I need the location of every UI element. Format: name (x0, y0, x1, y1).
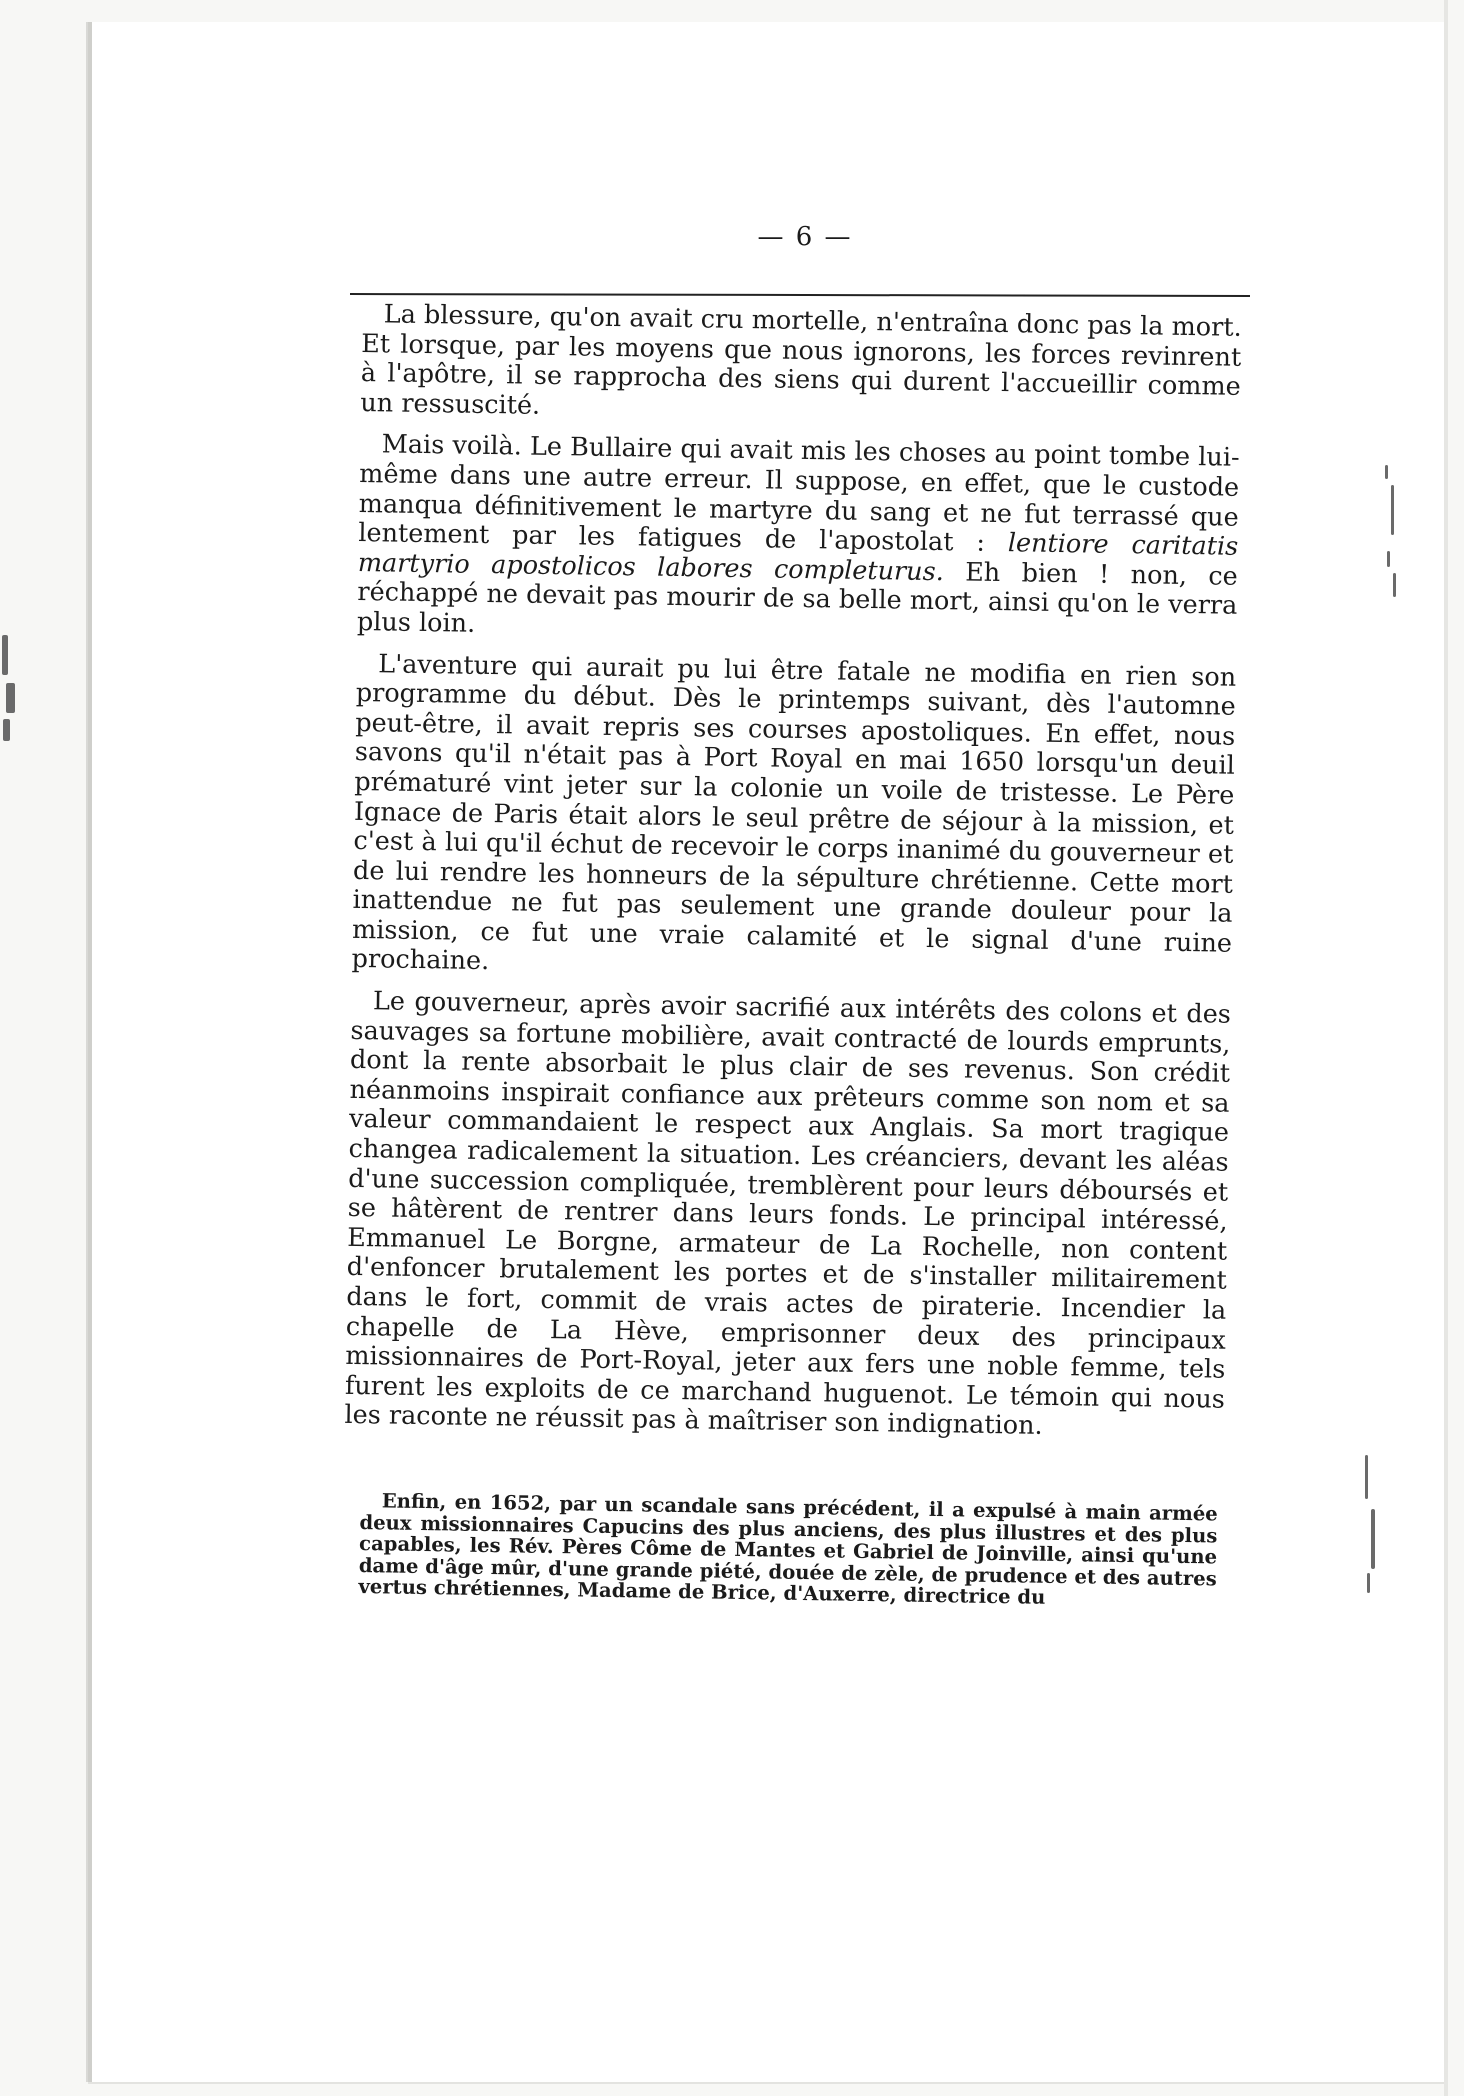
scan-speckle-right-bottom (1365, 1455, 1383, 1595)
scan-speckle-left (0, 635, 18, 745)
paragraph-2-text: Mais voilà. Le Bullaire qui avait mis les choses au point tombe lui-même dans une autre erreur. Il suppose, en effet, que le custode manqua définitivement le martyre du sang et ne fut terrassé que lentement par les fatigues de l'apostolat : (358, 429, 1240, 558)
footnote (358, 1490, 1218, 1611)
footnote-text: Enfin, en 1652, par un scandale sans précédent, il a expulsé à main armée deux missionnaires Capucins des plus anciens, des plus illustres et des plus capables, les Rév. Pères Côme de Mantes et Gabriel de Joinville, ainsi qu'une dame d'âge mûr, d'une grande piété, douée de zèle, de prudence et des autres vertus chrétiennes, Madame de Brice, d'Auxerre, directrice du (358, 1489, 1218, 1610)
paragraph-2-end: Eh bien ! non, ce réchappé ne devait pas mourir de sa belle mort, ainsi qu'on le verra plus loin. (356, 556, 1238, 639)
scan-speckle-right-top (1385, 455, 1403, 605)
latin-quote: lentiore caritatis martyrio apostolicos labores completurus. (357, 528, 1239, 587)
main-text (344, 300, 1242, 1457)
paragraph-1: La blessure, qu'on avait cru mortelle, n'entraîna donc pas la mort. Et lorsque, par les moyens que nous ignorons, les forces revinrent à l'apôtre, il se rapprocha des siens qui durent l'accueillir comme un ressuscité. (360, 299, 1242, 421)
page-edge-left (88, 22, 92, 2082)
paragraph-4: Le gouverneur, après avoir sacrifié aux intérêts des colons et des sauvages sa fortune mobilière, avait contracté de lourds emprunts, dont la rente absorbait le plus clair de ses revenus. Son crédit néanmoins inspirait confiance aux prêteurs comme son nom et sa valeur commandaient le respect aux Anglais. Sa mort tragique changea radicalement la situation. Les créanciers, devant les aléas d'une succession compliquée, tremblèrent pour leurs déboursés et se hâtèrent de rentrer dans leurs fonds. Le principal intéressé, Emmanuel Le Borgne, armateur de La Rochelle, non content d'enfoncer brutalement les portes et de s'installer militairement dans le fort, commit de vrais actes de piraterie. Incendier la chapelle de La Hève, emprisonner deux des principaux missionnaires de Port-Royal, jeter aux fers une noble femme, tels furent les exploits de ce marchand huguenot. Le témoin qui nous les raconte ne réussit pas à maîtriser son indignation. (344, 986, 1232, 1442)
page-number: — 6 — (757, 222, 853, 252)
paragraph-2 (357, 430, 1240, 651)
page-edge-right (1444, 0, 1448, 2096)
paragraph-3: L'aventure qui aurait pu lui être fatale ne modifia en rien son programme du début. Dès le printemps suivant, dès l'automne peut-être, il avait repris ses courses apostoliques. En effet, nous savons qu'il n'était pas à Port Royal en mai 1650 lorsqu'un deuil prématuré vint jeter sur la colonie un voile de tristesse. Le Père Ignace de Paris était alors le seul prêtre de séjour à la mission, et c'est à lui qu'il échut de recevoir le corps inanimé du gouverneur et de lui rendre les honneurs de la sépulture chrétienne. Cette mort inattendue ne fut pas seulement une grande douleur pour la mission, ce fut une vraie calamité et le signal d'une ruine prochaine. (351, 648, 1237, 977)
